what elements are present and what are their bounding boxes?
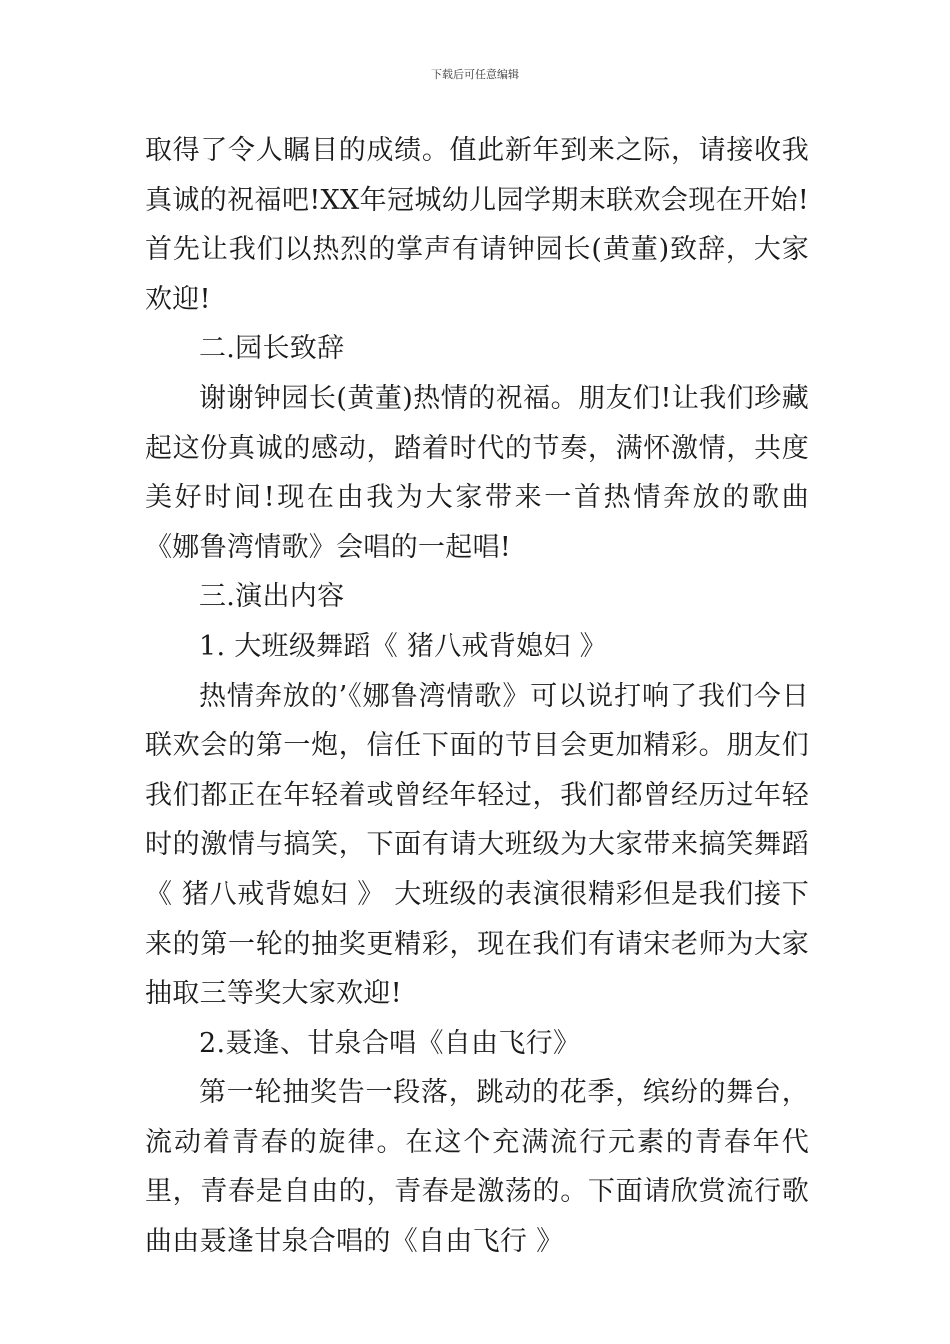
program-item-1: 1. 大班级舞蹈《 猪八戒背媳妇 》 xyxy=(199,630,607,662)
page-header-note: 下载后可任意编辑 xyxy=(431,68,519,81)
paragraph-program-1-intro: 热情奔放的’《娜鲁湾情歌》可以说打响了我们今日联欢会的第一炮，信任下面的节目会更加精彩。朋友们我们都正在年轻着或曾经年轻过，我们都曾经历过年轻时的激情与搞笑，下面有请大班级为大家带来搞笑舞蹈《 猪八戒背媳妇 》 大班级的表演很精彩但是我们接下来的第一轮的抽奖更精彩，现在我们有请宋老师为大家抽取三等奖大家欢迎! xyxy=(145,680,809,1010)
document-body xyxy=(145,126,809,1267)
paragraph-program-2-intro: 第一轮抽奖告一段落，跳动的花季，缤纷的舞台，流动着青春的旋律。在这个充满流行元素的青春年代里，青春是自由的，青春是激荡的。下面请欣赏流行歌曲由聂逢甘泉合唱的《自由飞行 》 xyxy=(145,1077,809,1258)
paragraph-opening: 取得了令人瞩目的成绩。值此新年到来之际，请接收我真诚的祝福吧!XX年冠城幼儿园学期末联欢会现在开始!首先让我们以热烈的掌声有请钟园长(黄董)致辞，大家欢迎! xyxy=(145,135,809,315)
section-heading-principal-speech: 二.园长致辞 xyxy=(199,333,345,365)
program-item-2: 2.聂逢、甘泉合唱《自由飞行》 xyxy=(199,1027,581,1059)
paragraph-thanks: 谢谢钟园长(黄董)热情的祝福。朋友们!让我们珍藏起这份真诚的感动，踏着时代的节奏，满怀激情，共度美好时间!现在由我为大家带来一首热情奔放的歌曲《娜鲁湾情歌》会唱的一起唱! xyxy=(145,382,809,563)
section-heading-performances: 三.演出内容 xyxy=(199,581,345,613)
